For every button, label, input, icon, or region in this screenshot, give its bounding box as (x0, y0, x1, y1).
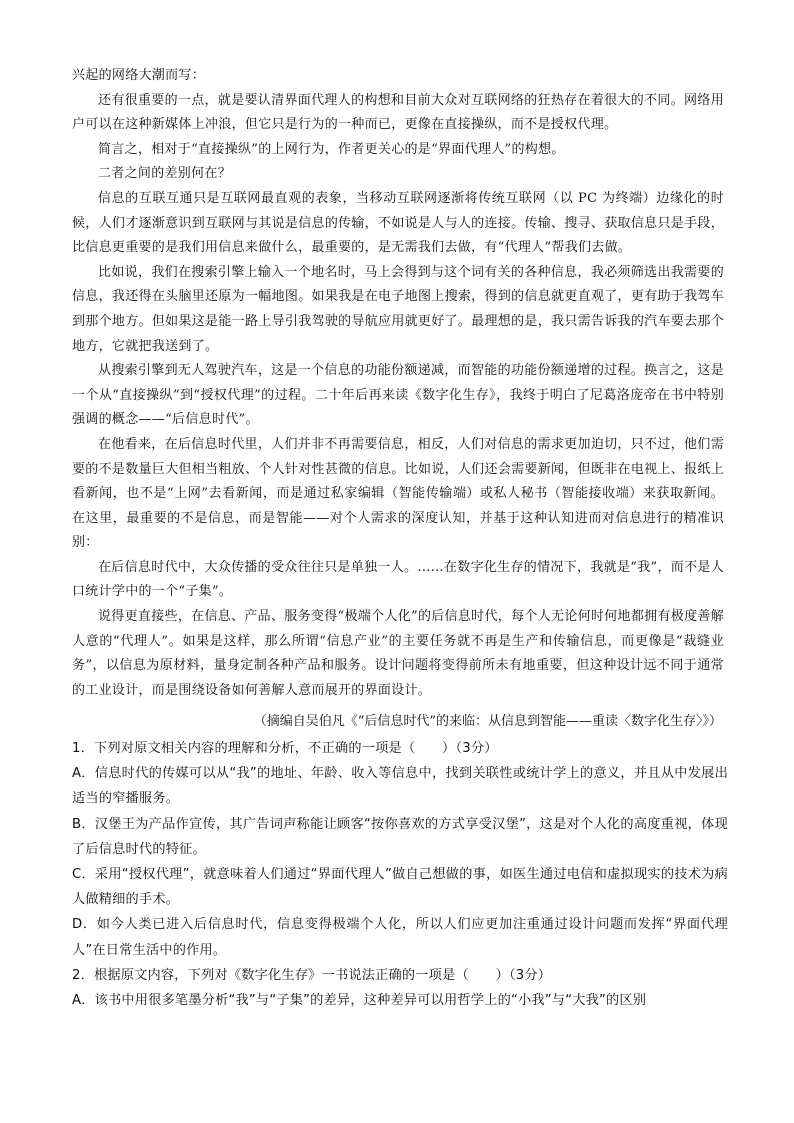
question-2-option-a: A．该书中用很多笔墨分析“我”与“子集”的差异，这种差异可以用哲学上的“小我”与“大我”的区别 (72, 993, 647, 1009)
article-paragraph: 在他看来，在后信息时代里，人们并非不再需要信息，相反，人们对信息的需求更加迫切，只不过，他们需要的不是数量巨大但相当粗放、个人针对性甚微的信息。比如说，人们还会需要新闻，但既非在电视上、报纸上看新闻，也不是“上网”去看新闻，而是通过私家编辑（智能传输端）或私人秘书（智能接收端）来获取新闻。在这里，最重要的不是信息，而是智能——对个人需求的深度认知，并基于这种认知进而对信息进行的精准识别： (72, 436, 724, 551)
article-paragraph: 还有很重要的一点，就是要认清界面代理人的构想和目前大众对互联网络的狂热存在着很大的不同。网络用户可以在这种新媒体上冲浪，但它只是行为的一种而已，更像在直接操纵，而不是授权代理。 (72, 92, 724, 133)
question-2-stem: 2．根据原文内容，下列对《数字化生存》一书说法正确的一项是（ ）（3分） (72, 967, 552, 983)
question-1-option-a: A．信息时代的传媒可以从“我”的地址、年龄、收入等信息中，找到关联性或统计学上的意义，并且从中发展出适当的窄播服务。 (72, 766, 728, 807)
question-1-option-b: B．汉堡王为产品作宣传，其广告词声称能让顾客“按你喜欢的方式享受汉堡”，这是对个人化的高度重视，体现了后信息时代的特征。 (72, 816, 728, 857)
article-paragraph: 从搜索引擎到无人驾驶汽车，这是一个信息的功能份额递减，而智能的功能份额递增的过程。换言之，这是一个从“直接操纵”到“授权代理”的过程。二十年后再来读《数字化生存》，我终于明白了尼葛洛庞帝在书中特别强调的概念——“后信息时代”。 (72, 363, 724, 428)
article-paragraph: 比如说，我们在搜索引擎上输入一个地名时，马上会得到与这个词有关的各种信息，我必须筛选出我需要的信息，我还得在头脑里还原为一幅地图。如果我是在电子地图上搜索，得到的信息就更直观了，更有助于我驾车到那个地方。但如果这是能一路上导引我驾驶的导航应用就更好了。最理想的是，我只需告诉我的汽车要去那个地方，它就把我送到了。 (72, 264, 724, 354)
article-paragraph: 在后信息时代中，大众传播的受众往往只是单独一人。……在数字化生存的情况下，我就是“我”，而不是人口统计学中的一个“子集”。 (72, 559, 724, 600)
question-1-stem: 1．下列对原文相关内容的理解和分析，不正确的一项是（ ）（3分） (72, 741, 498, 756)
question-section (72, 736, 728, 1013)
article-paragraph: 简言之，相对于“直接操纵”的上网行为，作者更关心的是“界面代理人”的构想。 (98, 141, 565, 157)
question-1-option-c: C．采用“授权代理”，就意味着人们通过“界面代理人”做自己想做的事，如医生通过电信和虚拟现实的技术为病人做精细的手术。 (72, 867, 728, 908)
article-paragraph: 说得更直接些，在信息、产品、服务变得“极端个人化”的后信息时代，每个人无论何时何地都拥有极度善解人意的“代理人”。如果是这样，那么所谓“信息产业”的主要任务就不再是生产和传输信息，而更像是“裁缝业务”，以信息为原材料，量身定制各种产品和服务。设计问题将变得前所未有地重要，但这种设计远不同于通常的工业设计，而是围绕设备如何善解人意而展开的界面设计。 (72, 609, 724, 698)
article-source-citation: （摘编自吴伯凡《“后信息时代”的来临：从信息到智能——重读〈数字化生存〉》） (253, 714, 722, 729)
article-paragraph: 二者之间的差别何在？ (98, 166, 232, 182)
article-body (72, 64, 724, 703)
question-1-option-d: D．如今人类已进入后信息时代，信息变得极端个人化，所以人们应更加注重通过设计问题而发挥“界面代理人”在日常生活中的作用。 (72, 917, 728, 958)
article-paragraph: 兴起的网络大潮而写： (72, 68, 206, 83)
article-paragraph: 信息的互联互通只是互联网最直观的表象，当移动互联网逐渐将传统互联网（以 PC 为终端）边缘化的时候，人们才逐渐意识到互联网与其说是信息的传输，不如说是人与人的连接。传输、搜寻、获取信息只是手段，比信息更重要的是我们用信息来做什么，最重要的，是无需我们去做，有“代理人”帮我们去做。 (72, 190, 724, 256)
